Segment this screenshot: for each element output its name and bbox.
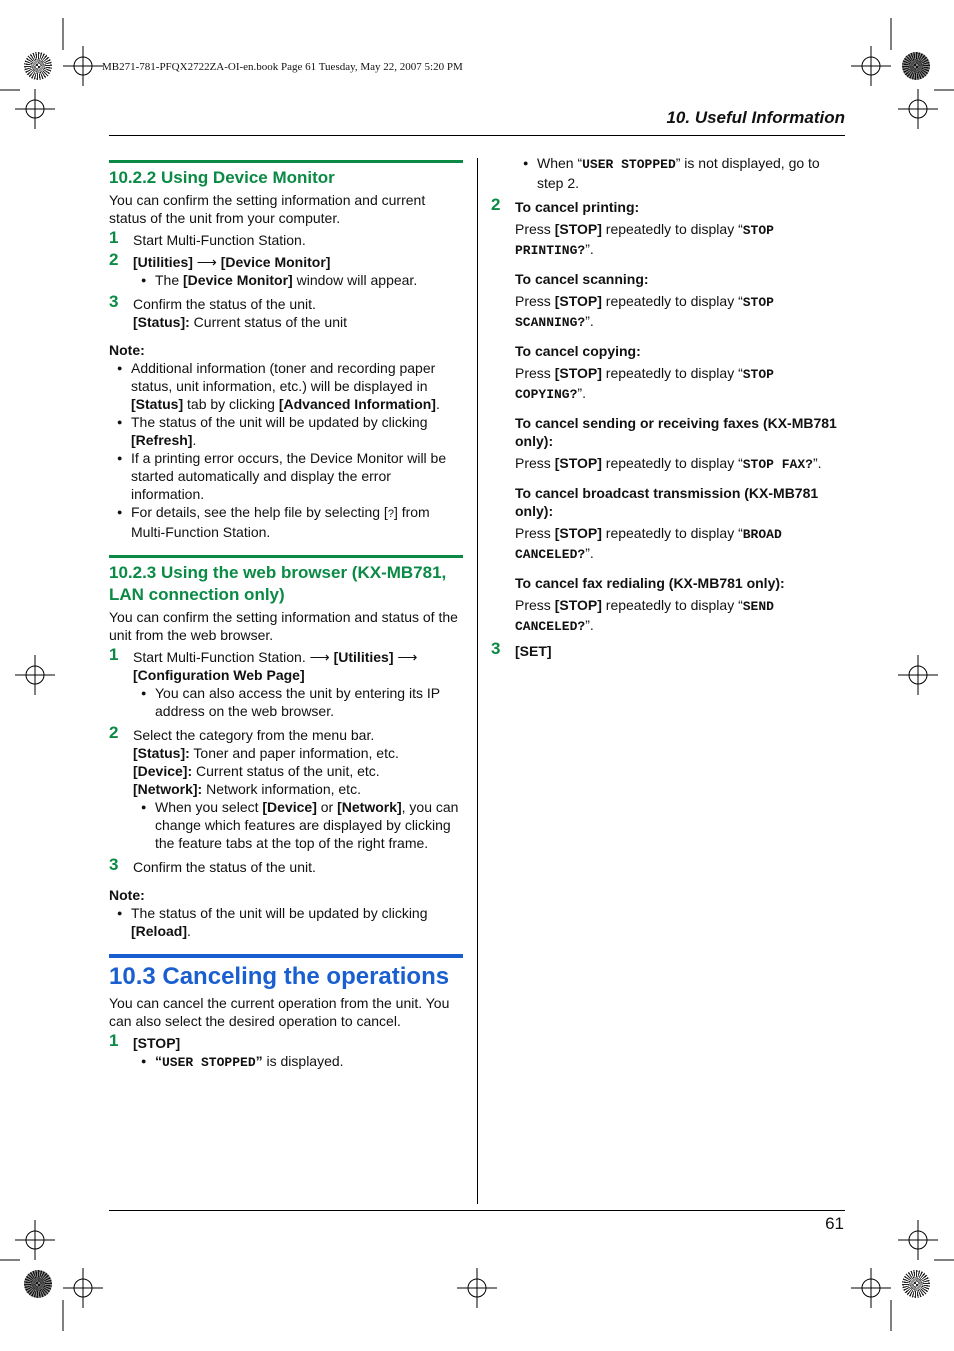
press: Press (515, 221, 555, 237)
cancel-heading: To cancel sending or receiving faxes (KX-MB781 only): (515, 415, 837, 449)
display-message: USER STOPPED (582, 157, 676, 172)
step-number: 3 (109, 855, 119, 874)
bullet-bold: [Device Monitor] (183, 272, 293, 288)
note-text: . (435, 396, 440, 412)
cancel-heading: To cancel copying: (515, 343, 641, 359)
status-label: [Status]: (133, 314, 190, 330)
instruction-text: repeatedly to display “ (601, 365, 743, 381)
step-2 (109, 250, 463, 271)
menu-configuration-web-page: [Configuration Web Page] (133, 667, 305, 683)
note-bold: [Advanced Information] (278, 396, 436, 412)
cancel-instruction (515, 220, 845, 260)
section-intro: You can confirm the setting information and status of the unit from the web browser. (109, 609, 458, 643)
page-header-title: 10. Useful Information (666, 108, 845, 127)
note-text: If a printing error occurs, the Device Monitor will be started automatically and display the error information. (131, 450, 447, 502)
bullet-text: ” is not displayed, go to step 2. (537, 155, 820, 191)
cancel-instruction (515, 524, 845, 564)
instruction-text: repeatedly to display “ (601, 221, 743, 237)
bullet-item (133, 1052, 463, 1072)
step-number: 2 (491, 195, 501, 214)
note-label: Note: (109, 342, 145, 358)
display-message: SEND CANCELED? (515, 599, 774, 634)
cancel-instruction (515, 454, 845, 474)
display-message: STOP COPYING? (515, 367, 774, 402)
cancel-item (515, 342, 845, 404)
cancel-item (515, 198, 845, 260)
step-number: 1 (109, 228, 119, 247)
cancel-heading: To cancel printing: (515, 199, 640, 215)
bullet-bold: [Network] (337, 799, 402, 815)
press: Press (515, 455, 555, 471)
cancel-heading: To cancel scanning: (515, 271, 649, 287)
category-label: [Status]: (133, 745, 190, 761)
note-text: Additional information (toner and recording paper status, unit information, etc.) will be displayed in (131, 360, 436, 394)
quote-open: “ (155, 1053, 162, 1069)
note-item (109, 359, 463, 413)
step-number: 2 (109, 723, 119, 742)
instruction-text: ”. (585, 313, 594, 329)
note-bold: [Refresh] (131, 432, 193, 448)
note-text: For details, see the help file by selecting [ (131, 504, 388, 520)
step-text: Start Multi-Function Station. (133, 649, 306, 665)
section-title: 10.3 Canceling the operations (109, 954, 463, 992)
instruction-text: repeatedly to display “ (601, 293, 743, 309)
step-number: 3 (491, 639, 501, 658)
cancel-item (515, 484, 845, 564)
bullet-item (133, 271, 463, 289)
stop-key: [STOP] (133, 1035, 181, 1051)
help-icon: ? (387, 508, 394, 520)
step-text: Select the category from the menu bar. (133, 727, 375, 743)
bullet-text: When “ (537, 155, 583, 171)
category-desc: Toner and paper information, etc. (189, 745, 399, 761)
press: Press (515, 597, 555, 613)
step-number: 1 (109, 1031, 119, 1050)
note-text: . (187, 923, 191, 939)
note-item (109, 413, 463, 449)
bullet-text: The (155, 272, 184, 288)
cancel-item (515, 574, 845, 636)
step-number: 1 (109, 645, 119, 664)
step-2 (109, 723, 463, 798)
category-label: [Device]: (133, 763, 193, 779)
arrow-icon: ⟶ (196, 254, 217, 270)
arrow-icon: ⟶ (309, 649, 330, 665)
note-item (109, 904, 463, 940)
page-number: 61 (825, 1214, 844, 1233)
stop-key: [STOP] (554, 365, 602, 381)
footer-rule (109, 1210, 845, 1211)
instruction-text: ”. (585, 545, 594, 561)
cancel-item (515, 270, 845, 332)
step-3 (109, 855, 463, 876)
bullet-text: window will appear. (292, 272, 418, 288)
stop-key: [STOP] (554, 597, 602, 613)
press: Press (515, 525, 555, 541)
press: Press (515, 365, 555, 381)
cancel-items (515, 198, 845, 636)
left-column (109, 160, 463, 1072)
category-desc: Network information, etc. (202, 781, 361, 797)
display-message: BROAD CANCELED? (515, 527, 782, 562)
section-intro: You can confirm the setting information and current status of the unit from your computer. (109, 192, 426, 226)
instruction-text: ”. (577, 385, 586, 401)
category-label: [Network]: (133, 781, 203, 797)
menu-utilities: [Utilities] (333, 649, 394, 665)
quote-close: ” (255, 1053, 263, 1069)
cancel-instruction (515, 364, 845, 404)
step-text: Confirm the status of the unit. (133, 859, 316, 875)
note-text: ] from Multi-Function Station. (131, 504, 430, 540)
file-info: MB271-781-PFQX2722ZA-OI-en.book Page 61 Tuesday, May 22, 2007 5:20 PM (102, 61, 463, 73)
note-text: tab by clicking (183, 396, 279, 412)
step-text: Confirm the status of the unit. (133, 296, 316, 312)
section-intro: You can cancel the current operation from the unit. You can also select the desired operation to cancel. (109, 995, 450, 1029)
bullet-text: is displayed. (262, 1053, 344, 1069)
bullet-text: or (316, 799, 338, 815)
bullet-item (133, 684, 463, 720)
note-bold: [Reload] (131, 923, 187, 939)
press: Press (515, 293, 555, 309)
instruction-text: repeatedly to display “ (601, 455, 743, 471)
section-title: 10.2.3 Using the web browser (KX-MB781, LAN connection only) (109, 555, 463, 606)
category-desc: Current status of the unit, etc. (192, 763, 380, 779)
menu-utilities: [Utilities] (133, 254, 193, 270)
bullet-item (515, 154, 845, 192)
step-2 (491, 195, 845, 636)
stop-key: [STOP] (554, 455, 602, 471)
display-message: STOP SCANNING? (515, 295, 774, 330)
bullet-text: You can also access the unit by entering its IP address on the web browser. (155, 685, 440, 719)
note-text: . (192, 432, 197, 448)
cancel-heading: To cancel fax redialing (KX-MB781 only): (515, 575, 785, 591)
set-key: [SET] (515, 643, 552, 659)
status-desc: Current status of the unit (189, 314, 347, 330)
note-bold: [Status] (131, 396, 184, 412)
display-message: STOP FAX? (742, 457, 813, 472)
display-message: STOP PRINTING? (515, 223, 774, 258)
stop-key: [STOP] (554, 221, 602, 237)
right-column (491, 154, 845, 660)
step-1 (109, 645, 463, 684)
step-text: Start Multi-Function Station. (133, 232, 306, 248)
column-divider (477, 158, 478, 1204)
step-1 (109, 1031, 463, 1052)
step-1 (109, 228, 463, 249)
cancel-instruction (515, 292, 845, 332)
note-text: The status of the unit will be updated by clicking (131, 905, 428, 921)
step-number: 2 (109, 250, 119, 269)
step-3 (109, 292, 463, 331)
header-rule (109, 135, 845, 136)
instruction-text: repeatedly to display “ (601, 597, 743, 613)
section-title: 10.2.2 Using Device Monitor (109, 160, 463, 189)
cancel-item (515, 414, 845, 474)
display-message: USER STOPPED (162, 1055, 256, 1070)
note-label: Note: (109, 887, 145, 903)
step-number: 3 (109, 292, 119, 311)
menu-device-monitor: [Device Monitor] (220, 254, 331, 270)
note-text: The status of the unit will be updated by clicking (131, 414, 428, 430)
step-3 (491, 639, 845, 660)
bullet-text: When you select (155, 799, 263, 815)
arrow-icon: ⟶ (397, 649, 418, 665)
instruction-text: ”. (585, 241, 594, 257)
stop-key: [STOP] (554, 525, 602, 541)
bullet-bold: [Device] (262, 799, 317, 815)
note-item (109, 503, 463, 541)
instruction-text: ”. (585, 617, 594, 633)
bullet-item (133, 798, 463, 852)
cancel-instruction (515, 596, 845, 636)
cancel-heading: To cancel broadcast transmission (KX-MB781 only): (515, 485, 819, 519)
note-item (109, 449, 463, 503)
instruction-text: repeatedly to display “ (601, 525, 743, 541)
stop-key: [STOP] (554, 293, 602, 309)
bullet-text: , you can change which features are displayed by clicking the feature tabs at the top of the right frame. (155, 799, 459, 851)
instruction-text: ”. (812, 455, 822, 471)
